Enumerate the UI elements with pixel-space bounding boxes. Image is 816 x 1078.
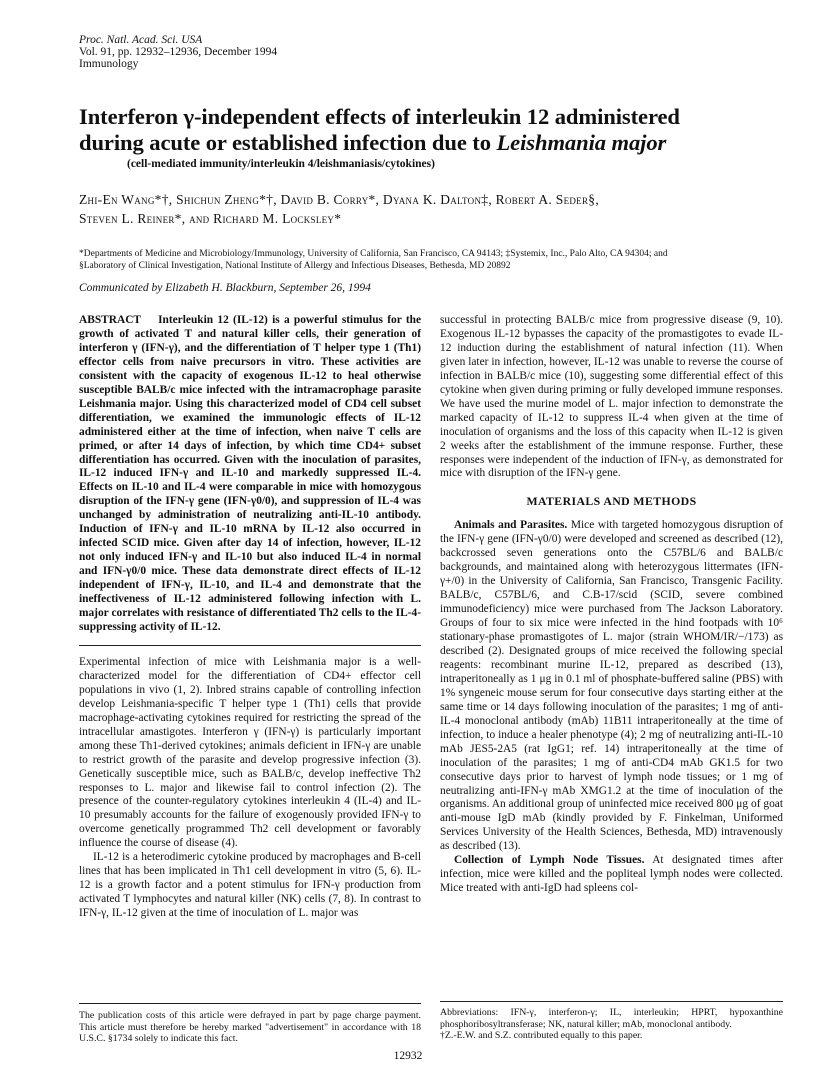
equal-contribution-note: †Z.-E.W. and S.Z. contributed equally to this paper. bbox=[440, 1030, 643, 1042]
page-number: 12932 bbox=[393, 1050, 423, 1062]
author-list bbox=[79, 190, 759, 228]
journal-name: Proc. Natl. Acad. Sci. USA bbox=[79, 34, 203, 46]
abbreviations-note: Abbreviations: IFN-γ, interferon-γ; IL, interleukin; HPRT, hypoxanthine phosphoribosyltransferase; NK, natural killer; mAb, monoclonal antibody. bbox=[440, 1007, 783, 1030]
affiliations bbox=[79, 248, 759, 272]
publication-cost-note: The publication costs of this article were defrayed in part by page charge payment. This article must therefore be hereby marked "advertisement" in accordance with 18 U.S.C. §1734 solely to indicate this fact. bbox=[79, 1010, 421, 1045]
methods-subhead-1: Animals and Parasites. bbox=[454, 519, 568, 532]
methods-subhead-2: Collection of Lymph Node Tissues. bbox=[454, 854, 645, 867]
title-line-2: during acute or established infection due to bbox=[79, 130, 497, 155]
abstract bbox=[79, 314, 421, 635]
methods-paragraph-2 bbox=[440, 854, 783, 896]
methods-text-1: Mice with targeted homozygous disruption of the IFN-γ gene (IFN-γ0/0) were developed and screened as described (12), backcrossed seven generations onto the C57BL/6 and BALB/c backgrounds, and maintained along with heterozygous littermates (IFN-γ+/0) in the University of California, San Francisco, Transgenic Facility. BALB/c, C57BL/6, and C.B-17/scid (SCID, severe combined immunodeficiency) mice were purchased from The Jackson Laboratory. Groups of four to six mice were infected in the hind footpads with 10⁶ stationary-phase promastigotes of L. major (strain WHOM/IR/−/173) as described (2). Designated groups of mice received the following special reagents: recombinant murine IL-12, prepared as described (13), intraperitoneally as 1 μg in 0.1 ml of phosphate-buffered saline (PBS) with 1% syngeneic mouse serum for four consecutive days starting either at the same time or 14 days following inoculation of the parasites; 1 mg of anti-IL-4 monoclonal antibody (mAb) 11B11 intraperitoneally at the time of infection, to induce a healer phenotype (4); 2 mg of neutralizing anti-IL-10 mAb JES5-2A5 (rat IgG1; ref. 14) intraperitoneally at the time of inoculation of the parasites; 1 mg of anti-CD4 mAb GK1.5 for two consecutive days prior to harvest of lymph node tissues; or 1 mg of neutralizing anti-IFN-γ mAb XMG1.2 at the time of inoculation of the organisms. An additional group of uninfected mice received 800 μg of goat anti-mouse IgD mAb (kindly provided by F. Finkelman, Uniformed Services University of the Health Sciences, Bethesda, MD) intravenously as described (13). bbox=[440, 519, 783, 853]
abstract-divider bbox=[79, 645, 421, 646]
footnote-rule-right bbox=[440, 1001, 783, 1002]
methods-text-2: At designated times after infection, mice were killed and the popliteal lymph nodes were collected. Mice treated with anti-IgD had spleens col- bbox=[440, 854, 783, 895]
title-species: Leishmania major bbox=[496, 130, 667, 155]
footnote-rule-left bbox=[79, 1003, 421, 1004]
volume-line: Vol. 91, pp. 12932–12936, December 1994 bbox=[79, 46, 278, 58]
journal-header bbox=[79, 34, 277, 70]
affiliation-line-2: §Laboratory of Clinical Investigation, National Institute of Allergy and Infectious Diseases, Bethesda, MD 20892 bbox=[79, 261, 511, 271]
left-column bbox=[79, 314, 421, 921]
methods-paragraph-1 bbox=[440, 519, 783, 854]
abstract-text: Interleukin 12 (IL-12) is a powerful stimulus for the growth of activated T and natural killer cells, their generation of interferon γ (IFN-γ), and the differentiation of T helper type 1 (Th1) effector cells from naive precursors in vitro. These activities are consistent with the capacity of exogenous IL-12 to heal otherwise susceptible BALB/c mice infected with the intramacrophage parasite Leishmania major. Using this characterized model of CD4 cell subset differentiation, we examined the immunologic effects of IL-12 administered either at the time of infection, when naive T cells are primed, or after 14 days of infection, by which time CD4+ subset differentiation has occurred. Given with the inoculation of parasites, IL-12 induced IFN-γ and IL-10 and markedly suppressed IL-4. Effects on IL-10 and IL-4 were comparable in mice with homozygous disruption of the IFN-γ gene (IFN-γ0/0), and suppression of IL-4 was unchanged by administration of neutralizing anti-IL-10 antibody. Induction of IFN-γ and IL-10 mRNA by IL-12 also occurred in infected SCID mice. Given after day 14 of infection, however, IL-12 not only induced IFN-γ and IL-10 but also induced IL-4 in normal and IFN-γ0/0 mice. These data demonstrate direct effects of IL-12 independent of IFN-γ, IL-10, and IL-4 and demonstrate that the ineffectiveness of IL-12 administered following infection with L. major correlates with resistance of differentiated Th2 cells to the IL-4-suppressing activity of IL-12. bbox=[79, 314, 421, 633]
article-title bbox=[79, 104, 759, 156]
section-name: Immunology bbox=[79, 58, 139, 70]
methods-heading: MATERIALS AND METHODS bbox=[526, 494, 697, 509]
communicated-by: Communicated by Elizabeth H. Blackburn, September 26, 1994 bbox=[79, 282, 371, 294]
keywords: (cell-mediated immunity/interleukin 4/leishmaniasis/cytokines) bbox=[127, 158, 435, 170]
footnotes-right bbox=[440, 1007, 783, 1042]
intro-paragraph-3: successful in protecting BALB/c mice from progressive disease (9, 10). Exogenous IL-12 bypasses the capacity of the promastigotes to evade IL-12 induction during the establishment of natural infection (11). When given later in infection, however, IL-12 was unable to reverse the course of infection in BALB/c mice (10), suggesting some differential effect of this cytokine when given during priming or fully developed immune responses. We have used the murine model of L. major infection to demonstrate the marked capacity of IL-12 to suppress IL-4 when given at the time of inoculation of organisms and the loss of this capacity when IL-12 is given 2 weeks after the establishment of the immune response. Further, these responses were independent of the induction of IFN-γ, as demonstrated for mice with disruption of the IFN-γ gene. bbox=[440, 314, 783, 480]
intro-paragraph-2: IL-12 is a heterodimeric cytokine produced by macrophages and B-cell lines that has been implicated in Th1 cell development in vitro (5, 6). IL-12 is a growth factor and a potent stimulus for IFN-γ production from activated T lymphocytes and natural killer (NK) cells (7, 8). In contrast to IFN-γ, IL-12 given at the time of inoculation of L. major was bbox=[79, 851, 421, 920]
right-column bbox=[440, 314, 783, 896]
title-line-1: Interferon γ-independent effects of interleukin 12 administered bbox=[79, 104, 680, 129]
intro-paragraph-1: Experimental infection of mice with Leishmania major is a well-characterized model for the differentiation of CD4+ effector cell populations in vivo (1, 2). Inbred strains capable of controlling infection develop Leishmania-specific T helper type 1 (Th1) cells that provide macrophage-activating cytokines required for restricting the spread of the intracellular amastigotes. Interferon γ (IFN-γ) is particularly important among these Th1-derived cytokines; animals deficient in IFN-γ are unable to restrict growth of the parasite and develop progressive infection (3). Genetically susceptible mice, such as BALB/c, develop ineffective Th2 responses to L. major and likewise fail to control infection (2). The presence of the counter-regulatory cytokines interleukin 4 (IL-4) and IL-10 presumably accounts for the failure of exogenously provided IFN-γ to overcome genetically programmed Th2 cell development or favorably influence the course of disease (4). bbox=[79, 655, 421, 850]
abstract-label: ABSTRACT bbox=[79, 314, 142, 326]
author-line-2: Steven L. Reiner*, and Richard M. Locksley* bbox=[79, 211, 342, 226]
author-line-1: Zhi-En Wang*†, Shichun Zheng*†, David B. Corry*, Dyana K. Dalton‡, Robert A. Seder§, bbox=[79, 192, 600, 207]
affiliation-line-1: *Departments of Medicine and Microbiology/Immunology, University of California, San Francisco, CA 94143; ‡Systemix, Inc., Palo Alto, CA 94304; and bbox=[79, 249, 668, 259]
